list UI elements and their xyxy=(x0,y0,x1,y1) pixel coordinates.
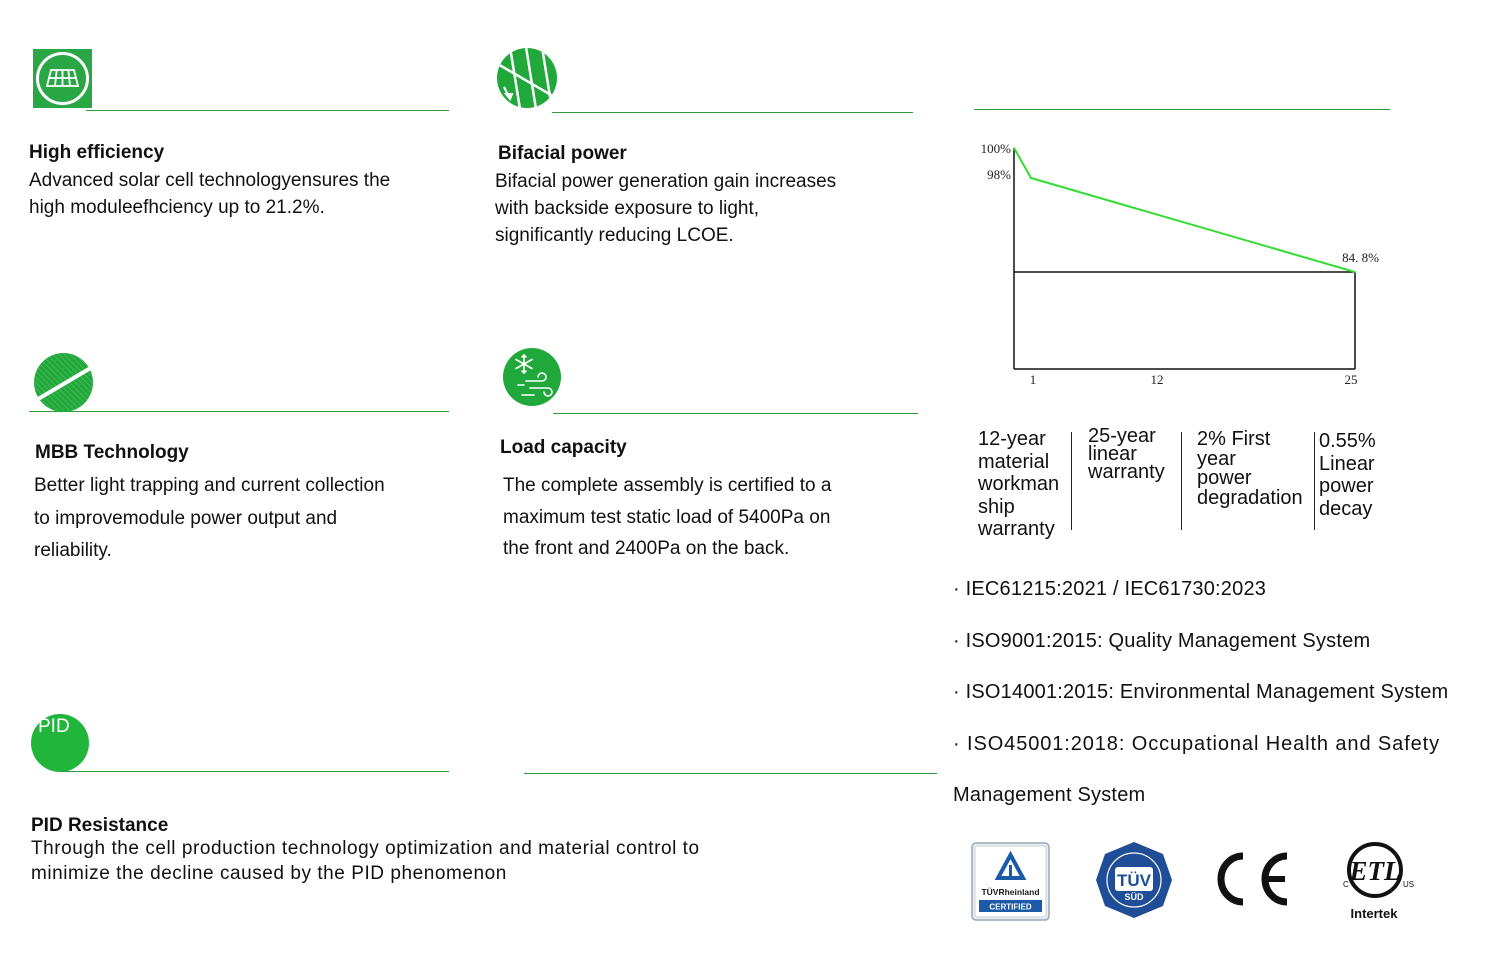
chart-series-line xyxy=(1014,148,1355,272)
feature-text-load-capacity xyxy=(503,470,831,565)
warranty-line: decay xyxy=(1319,497,1373,520)
certification-iec: · IEC61215:2021 / IEC61730:2023 xyxy=(953,578,1267,600)
warranty-cell-25-year xyxy=(1088,427,1165,481)
tuv-sud-sub: SÜD xyxy=(1124,892,1144,902)
certification-iso9001: · ISO9001:2015: Quality Management System xyxy=(953,630,1371,652)
tuv-rheinland-brand: TÜVRheinland xyxy=(981,887,1040,897)
chart-x-tick-label: 25 xyxy=(1344,372,1358,387)
divider-line xyxy=(974,109,1390,110)
warranty-cell-linear-decay xyxy=(1319,430,1376,520)
feature-text-line: to improvemodule power output and xyxy=(34,507,338,529)
feature-title-bifacial-power: Bifacial power xyxy=(498,143,627,164)
chart-x-tick-label: 12 xyxy=(1150,372,1164,387)
feature-text-line: high moduleefhciency up to 21.2%. xyxy=(29,197,325,218)
chart-data-point xyxy=(1013,147,1015,149)
divider-line xyxy=(553,413,918,414)
warranty-line: 2% First xyxy=(1197,428,1271,450)
feature-text-bifacial-power xyxy=(495,168,836,249)
feature-text-line: Bifacial power generation gain increases xyxy=(495,171,837,192)
etl-left-mark: C xyxy=(1343,880,1349,889)
warranty-line: Linear xyxy=(1319,452,1375,475)
table-divider xyxy=(1071,432,1072,530)
pid-icon xyxy=(31,714,89,772)
warranty-line: year xyxy=(1197,447,1236,470)
etl-intertek-logo xyxy=(1337,838,1421,924)
feature-text-mbb-technology xyxy=(34,470,385,568)
tuv-rheinland-badge: CERTIFIED xyxy=(989,902,1032,912)
feature-text-line: reliability. xyxy=(34,540,112,561)
divider-line xyxy=(86,110,449,111)
warranty-line: degradation xyxy=(1197,486,1303,509)
warranty-line: linear xyxy=(1088,443,1137,465)
mbb-icon xyxy=(33,352,94,413)
chart-y-tick-label: 100% xyxy=(980,141,1011,156)
table-divider xyxy=(1181,432,1182,530)
chart-x-tick-label: 1 xyxy=(1029,372,1037,387)
warranty-line: power xyxy=(1319,475,1374,497)
chart-data-label: 84. 8% xyxy=(1342,250,1379,265)
tuv-sud-logo xyxy=(1094,840,1174,920)
warranty-cell-12-year xyxy=(978,428,1059,541)
feature-title-mbb-technology: MBB Technology xyxy=(35,442,189,463)
warranty-line: 12-year xyxy=(978,428,1046,450)
certification-iso14001: · ISO14001:2015: Environmental Management System xyxy=(953,681,1449,703)
power-degradation-chart xyxy=(970,130,1400,400)
divider-line xyxy=(29,411,449,412)
warranty-line: 0.55% xyxy=(1319,430,1376,452)
certification-iso45001: · ISO45001:2018: Occupational Health and Safety xyxy=(953,733,1441,755)
warranty-line: power xyxy=(1197,467,1252,489)
chart-y-tick-label: 98% xyxy=(987,167,1011,182)
warranty-line: ship xyxy=(978,495,1015,518)
warranty-line: warranty xyxy=(1088,461,1165,483)
etl-brand: Intertek xyxy=(1350,906,1398,921)
feature-title-load-capacity: Load capacity xyxy=(500,437,627,458)
solar-panel-icon xyxy=(33,49,92,108)
warranty-line: 25-year xyxy=(1088,425,1156,447)
warranty-line: material xyxy=(978,450,1050,473)
feature-text-high-efficiency xyxy=(29,167,390,221)
tuv-sud-brand: TÜV xyxy=(1117,871,1151,890)
feature-text-line: Advanced solar cell technologyensures the xyxy=(29,170,391,191)
ce-mark-logo xyxy=(1209,850,1293,908)
feature-text-line: Better light trapping and current collection xyxy=(34,475,385,496)
divider-line xyxy=(552,112,913,113)
etl-right-mark: US xyxy=(1403,880,1415,889)
warranty-line: workman xyxy=(978,473,1060,495)
feature-text-line: significantly reducing LCOE. xyxy=(495,225,734,246)
feature-text-line: Through the cell production technology optimization and material control to xyxy=(31,838,700,859)
feature-text-line: the front and 2400Pa on the back. xyxy=(503,538,790,559)
warranty-cell-first-year xyxy=(1197,430,1303,508)
feature-text-line: maximum test static load of 5400Pa on xyxy=(503,506,831,528)
pid-icon-label: PID xyxy=(38,716,70,737)
divider-line xyxy=(524,773,937,774)
feature-text-line: The complete assembly is certified to a xyxy=(503,475,832,496)
feature-title-high-efficiency: High efficiency xyxy=(29,142,165,163)
divider-line xyxy=(60,771,449,772)
warranty-line: warranty xyxy=(978,518,1055,540)
snow-wind-icon xyxy=(502,347,562,407)
feature-title-pid-resistance: PID Resistance xyxy=(31,815,169,836)
feature-text-line: minimize the decline caused by the PID phenomenon xyxy=(31,862,507,884)
feature-text-line: with backside exposure to light, xyxy=(495,198,760,219)
certification-iso45001-cont: Management System xyxy=(953,784,1146,806)
tuv-rheinland-logo xyxy=(971,842,1050,921)
etl-mark: ETL xyxy=(1349,856,1401,886)
chart-data-point xyxy=(1030,177,1032,179)
bifacial-icon xyxy=(496,47,558,109)
feature-text-pid-resistance xyxy=(31,837,700,886)
table-divider xyxy=(1314,432,1315,530)
chart-data-point xyxy=(1354,271,1356,273)
